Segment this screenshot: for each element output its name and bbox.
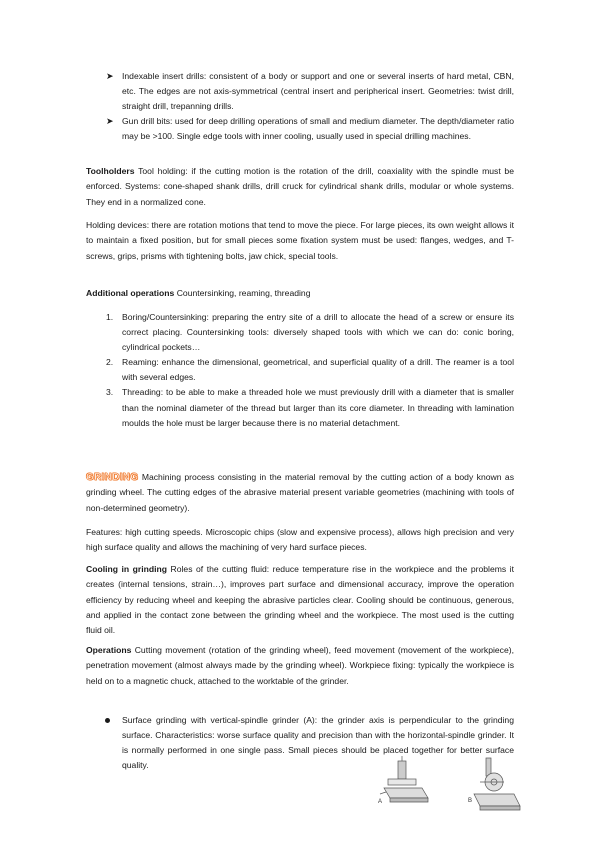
holding-devices-paragraph: Holding devices: there are rotation motions that tend to move the piece. For large pieces, its own weight allows it to maintain a fixed position, but for small pieces some fixation system must be used: flanges, wedges, and T-screws, grips, prisms with tightening bolts, jaw chick, special tools. bbox=[86, 220, 514, 261]
toolholders-heading: Toolholders bbox=[86, 166, 135, 176]
list-item: ➤ Gun drill bits: used for deep drilling operations of small and medium diameter. The depth/diameter ratio may be >100. Single edge tools with inner cooling, usually used in special drilling machines. bbox=[106, 116, 514, 142]
operations-paragraph: Operations Cutting movement (rotation of the grinding wheel), feed movement (movement of the workpiece), penetration movement (almost always made by the grinding wheel). Workpiece fixing: typically the workpiece is held on to a magnetic chuck, attached to the worktable of the grinder. bbox=[86, 645, 514, 686]
horizontal-spindle-grinder-figure bbox=[474, 758, 520, 810]
figure-label-b: B bbox=[468, 798, 473, 804]
operations-heading: Operations bbox=[86, 645, 132, 655]
arrow-bullet-icon: ➤ bbox=[106, 71, 114, 81]
vertical-spindle-grinder-figure bbox=[380, 756, 428, 802]
list-item: 3. Threading: to be able to make a threaded hole we must previously drill with a diameter that is smaller than the nominal diameter of the thread but larger than its core diameter. In threading with lamination moulds the hole must be larger because there is no material detachment. bbox=[106, 387, 514, 428]
additional-operations-list bbox=[106, 310, 514, 431]
additional-operations-heading: Additional operations bbox=[86, 288, 175, 298]
grinding-heading: GRINDING bbox=[86, 472, 139, 483]
cooling-paragraph: Cooling in grinding Roles of the cutting fluid: reduce temperature rise in the workpiece and the problems it creates (internal tensions, strain…), improves part surface and dimensional accuracy, improve the operation efficiency by reducing wheel and keeping the abrasive particles clear. Cooling should be continuous, generous, and applied in the contact zone between the grinding wheel and the workpiece. The most used is the cutting fluid oil. bbox=[86, 564, 514, 636]
features-paragraph: Features: high cutting speeds. Microscopic chips (slow and expensive process), allows high precision and very high surface quality and allows the machining of very hard surface pieces. bbox=[86, 527, 514, 553]
arrow-bullet-icon: ➤ bbox=[106, 116, 114, 127]
list-item: 2. Reaming: enhance the dimensional, geometrical, and superficial quality of a drill. The reamer is a tool with several edges. bbox=[106, 357, 514, 383]
toolholders-paragraph: Toolholders Tool holding: if the cutting motion is the rotation of the drill, coaxiality with the spindle must be enforced. Systems: cone-shaped shank drills, drill cruck for cylindrical shank drills, modular or whole systems. They end in a normalized cone. bbox=[86, 166, 514, 207]
drill-types-list bbox=[106, 69, 514, 144]
bullet-dot-icon bbox=[105, 718, 110, 723]
cooling-heading: Cooling in grinding bbox=[86, 564, 168, 574]
list-item: Surface grinding with vertical-spindle grinder (A): the grinder axis is perpendicular to the grinding surface. Characteristics: worse surface quality and precision than with the horizontal-spindle grinder. It is normally performed in one single pass. Small pieces should be placed together for better surface quality. bbox=[122, 713, 514, 773]
list-item: 1. Boring/Countersinking: preparing the entry site of a drill to allocate the head of a screw or ensure its correct placing. Countersinking tools: diversely shaped tools with which we can do: conic boring, cylindrical pockets… bbox=[106, 312, 514, 353]
list-item: ➤ Indexable insert drills: consistent of a body or support and one or several inserts of hard metal, CBN, etc. The edges are not axis-symmetrical (central insert and peripherical insert. Geometries: twist drill, straight drill, trepanning drills. bbox=[106, 71, 514, 112]
figure-label-a: A bbox=[378, 799, 383, 805]
grinding-paragraph: GRINDING Machining process consisting in the material removal by the cutting action of a body known as grinding wheel. The cutting edges of the abrasive material present variable geometries (machining with tools of non-determined geometry). bbox=[86, 472, 514, 513]
additional-operations-paragraph: Additional operations Countersinking, reaming, threading bbox=[86, 288, 311, 298]
grinder-figures bbox=[376, 756, 526, 816]
